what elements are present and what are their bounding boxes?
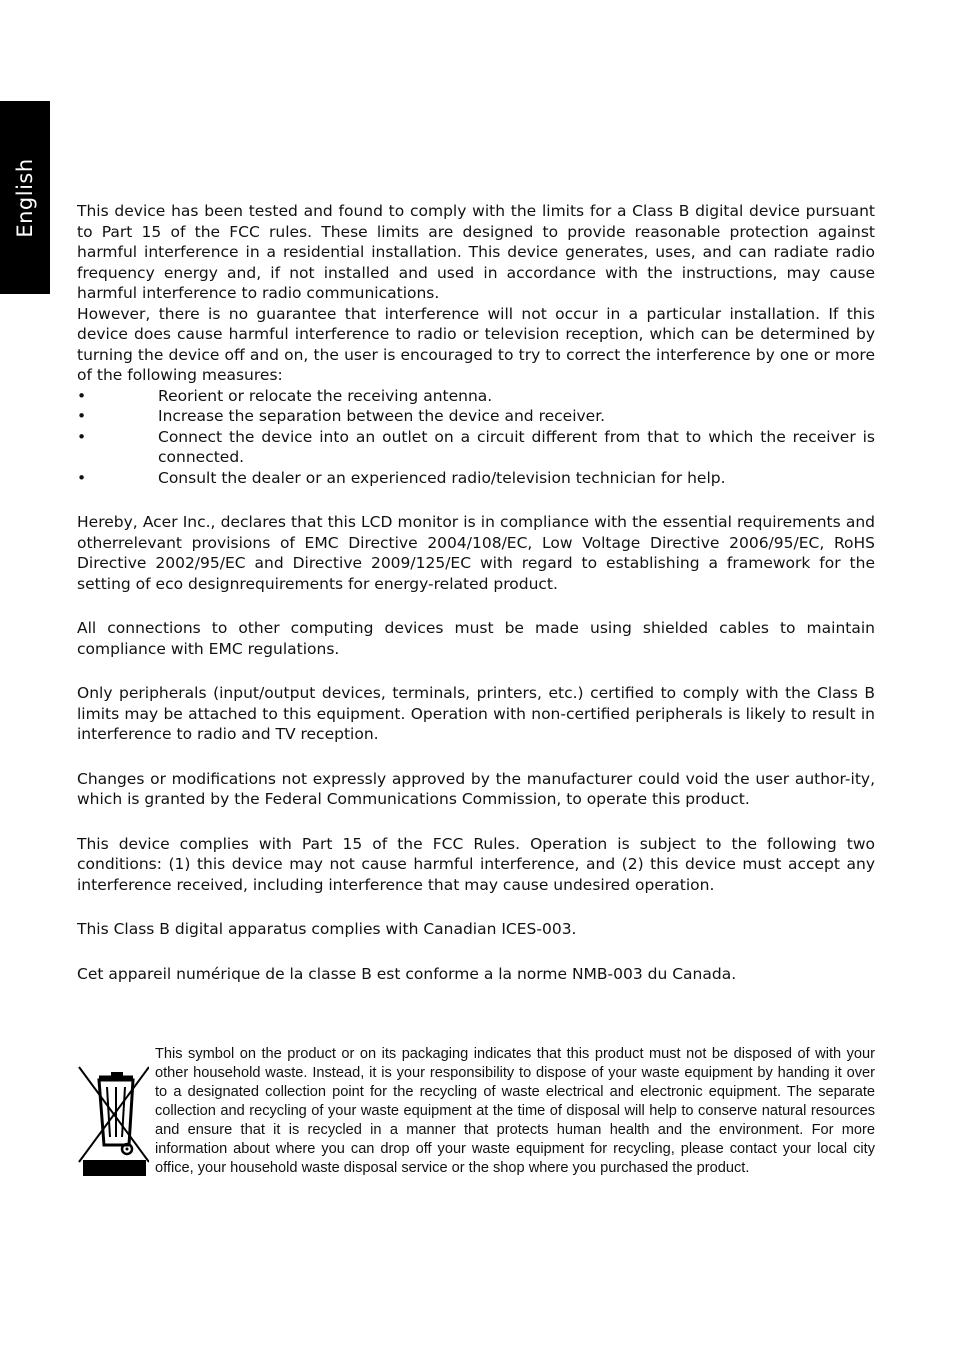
cables-paragraph: All connections to other computing devices must be made using shielded cables to maintain compliance with EMC regulations. [77, 619, 875, 658]
fcc-intro-paragraph: This device has been tested and found to comply with the limits for a Class B digital device pursuant to Part 15 of the FCC rules. These limits are designed to provide reasonable protection against harmful interference in a residential installation. This device generates, uses, and can radiate radio frequency energy and, if not installed and used in accordance with the instructions, may cause harmful interference to radio communications. [77, 202, 875, 302]
bullet-icon: • [77, 468, 87, 487]
canada-english-paragraph: This Class B digital apparatus complies with Canadian ICES-003. [77, 920, 577, 938]
bullet-icon: • [77, 407, 87, 425]
changes-paragraph: Changes or modifications not expressly approved by the manufacturer could void the user author-ity, which is granted by the Federal Communications Commission, to operate this product. [77, 769, 875, 808]
measure-text: Connect the device into an outlet on a circuit different from that to which the receiver is connected. [158, 427, 875, 466]
canada-french-paragraph: Cet appareil numérique de la classe B est conforme a la norme NMB-003 du Canada. [77, 964, 737, 983]
weee-notice-text: This symbol on the product or on its packaging indicates that this product must not be disposed of with your other household waste. Instead, it is your responsibility to dispose of your waste equipment by handing it over to a designated collection point for the recycling of waste electrical and electronic equipment. The separate collection and recycling of your waste equipment at the time of disposal will help to conserve natural resources and ensure that it is recycled in a manner that protects human health and the environment. For more information about where you can drop off your waste equipment for recycling, please contact your local city office, your household waste disposal service or the shop where you purchased the product. [155, 1046, 875, 1176]
fcc-however-paragraph: However, there is no guarantee that interference will not occur in a particular installation. If this device does cause harmful interference to radio or television reception, which can be determined by turning the device off and on, the user is encouraged to try to correct the interference by one or more of the following measures: [77, 304, 875, 384]
measures-list [77, 386, 875, 489]
list-item [77, 427, 875, 468]
bullet-icon: • [77, 386, 87, 405]
peripherals-paragraph: Only peripherals (input/output devices, terminals, printers, etc.) certified to comply with the Class B limits may be attached to this equipment. Operation with non-certified peripherals is likely to result in interference to radio and TV reception. [77, 684, 875, 743]
list-item [77, 468, 875, 489]
language-label: English [13, 158, 37, 238]
main-content [77, 201, 875, 984]
list-item [77, 386, 875, 407]
measure-text: Increase the separation between the device and receiver. [158, 407, 606, 425]
measure-text: Consult the dealer or an experienced radio/television technician for help. [158, 468, 726, 487]
list-item [77, 406, 875, 427]
declaration-paragraph: Hereby, Acer Inc., declares that this LCD monitor is in compliance with the essential requirements and otherrelevant provisions of EMC Directive 2004/108/EC, Low Voltage Directive 2006/95/EC, RoHS Directive 2002/95/EC and Directive 2009/125/EC with regard to establishing a framework for the setting of eco designrequirements for energy-related product. [77, 513, 875, 593]
part15-paragraph: This device complies with Part 15 of the FCC Rules. Operation is subject to the following two conditions: (1) this device may not cause harmful interference, and (2) this device must accept any interference received, including interference that may cause undesired operation. [77, 834, 875, 894]
crossed-out-wheelie-bin-icon [77, 1065, 149, 1177]
bullet-icon: • [77, 427, 87, 446]
measure-text: Reorient or relocate the receiving antenna. [158, 386, 493, 405]
